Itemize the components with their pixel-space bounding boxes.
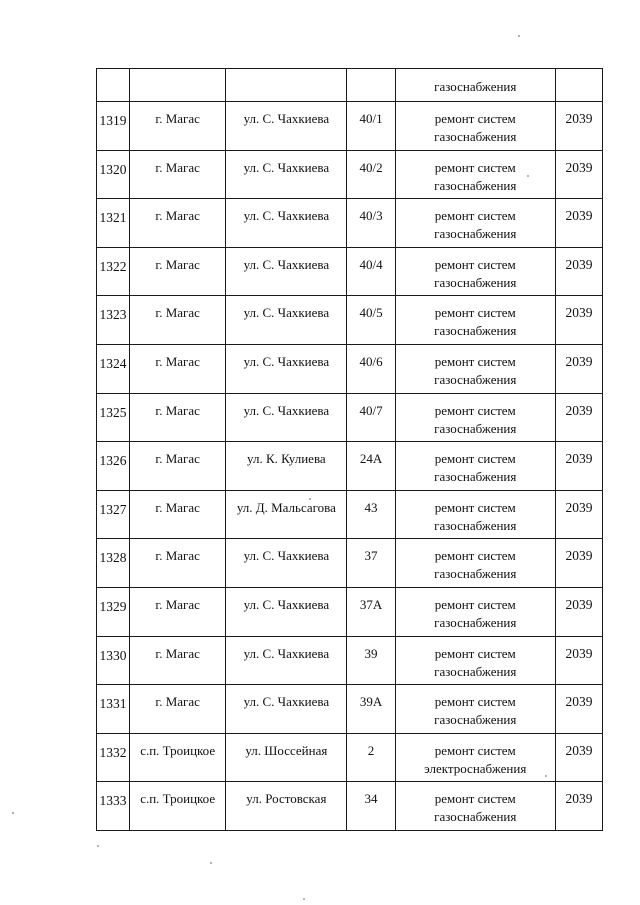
work-type-line: газоснабжения: [434, 177, 517, 193]
cell-house: 39: [347, 636, 395, 685]
cell-number: 1323: [97, 296, 130, 345]
work-type-line: ремонт систем: [434, 694, 516, 710]
cell-year: 2039: [555, 150, 602, 199]
table-row: [97, 442, 603, 491]
cell-year: 2039: [555, 782, 602, 831]
table-row: [97, 247, 603, 296]
table-row: [97, 782, 603, 831]
cell-year: 2039: [555, 393, 602, 442]
cell-settlement: г. Магас: [130, 150, 226, 199]
cell-work-type: [395, 296, 555, 345]
cell-street: ул. С. Чахкиева: [226, 247, 347, 296]
work-type-line: ремонт систем: [434, 548, 516, 564]
scan-speck: [12, 812, 14, 814]
table-row: [97, 102, 603, 151]
cell-settlement: г. Магас: [130, 587, 226, 636]
work-type-line: ремонт систем: [434, 742, 516, 758]
scan-speck: [518, 35, 520, 37]
cell-year: 2039: [555, 344, 602, 393]
cell-number: 1319: [97, 102, 130, 151]
cell-number: 1320: [97, 150, 130, 199]
scan-speck: [309, 498, 311, 500]
table-row: [97, 199, 603, 248]
table-body: [97, 69, 603, 831]
cell-number: 1325: [97, 393, 130, 442]
work-type-line: газоснабжения: [434, 712, 517, 728]
cell-year: 2039: [555, 587, 602, 636]
cell-house: 40/3: [347, 199, 395, 248]
scan-speck: [545, 775, 547, 777]
cell-year: 2039: [555, 539, 602, 588]
cell-house: 43: [347, 490, 395, 539]
work-type-line: ремонт систем: [434, 451, 516, 467]
cell-settlement: г. Магас: [130, 393, 226, 442]
cell-year: 2039: [555, 199, 602, 248]
cell-street: [226, 69, 347, 102]
scan-speck: [527, 175, 529, 177]
work-type-line: газоснабжения: [434, 566, 517, 582]
cell-work-type: [395, 393, 555, 442]
cell-settlement: г. Магас: [130, 685, 226, 734]
cell-work-type: [395, 344, 555, 393]
cell-year: 2039: [555, 442, 602, 491]
cell-work-type: [395, 247, 555, 296]
cell-street: ул. С. Чахкиева: [226, 344, 347, 393]
work-type-line: ремонт систем: [434, 208, 516, 224]
cell-number: 1324: [97, 344, 130, 393]
work-type-line: газоснабжения: [434, 323, 517, 339]
cell-number: 1331: [97, 685, 130, 734]
cell-number: 1321: [97, 199, 130, 248]
cell-work-type: [395, 733, 555, 782]
work-type-line: газоснабжения: [434, 274, 517, 290]
cell-house: 37: [347, 539, 395, 588]
table-row-continuation: [97, 69, 603, 102]
cell-settlement: г. Магас: [130, 247, 226, 296]
work-type-line: газоснабжения: [434, 663, 517, 679]
work-type-line: ремонт систем: [434, 256, 516, 272]
work-type-line: газоснабжения: [434, 79, 517, 94]
cell-settlement: [130, 69, 226, 102]
cell-year: 2039: [555, 490, 602, 539]
cell-number: 1332: [97, 733, 130, 782]
cell-house: 39А: [347, 685, 395, 734]
work-type-line: газоснабжения: [434, 129, 517, 144]
cell-house: 37А: [347, 587, 395, 636]
table-row: [97, 296, 603, 345]
work-type-line: газоснабжения: [434, 420, 517, 436]
cell-work-type: [395, 69, 555, 102]
cell-house: [347, 69, 395, 102]
repair-registry-table: [96, 68, 603, 831]
work-type-line: газоснабжения: [434, 226, 517, 242]
work-type-line: ремонт систем: [434, 353, 516, 369]
cell-settlement: с.п. Троицкое: [130, 782, 226, 831]
cell-number: 1333: [97, 782, 130, 831]
cell-settlement: с.п. Троицкое: [130, 733, 226, 782]
cell-settlement: г. Магас: [130, 539, 226, 588]
cell-house: 40/2: [347, 150, 395, 199]
cell-street: ул. С. Чахкиева: [226, 587, 347, 636]
cell-work-type: [395, 490, 555, 539]
cell-work-type: [395, 150, 555, 199]
cell-year: 2039: [555, 636, 602, 685]
cell-year: 2039: [555, 733, 602, 782]
table-row: [97, 685, 603, 734]
cell-house: 2: [347, 733, 395, 782]
work-type-line: электроснабжения: [424, 760, 527, 776]
cell-house: 40/7: [347, 393, 395, 442]
cell-street: ул. С. Чахкиева: [226, 393, 347, 442]
cell-number: 1330: [97, 636, 130, 685]
work-type-line: ремонт систем: [434, 402, 516, 418]
scan-speck: [210, 862, 212, 864]
table-row: [97, 587, 603, 636]
work-type-line: газоснабжения: [434, 371, 517, 387]
table-row: [97, 539, 603, 588]
cell-house: 34: [347, 782, 395, 831]
work-type-line: ремонт систем: [434, 596, 516, 612]
cell-work-type: [395, 102, 555, 151]
table-row: [97, 344, 603, 393]
cell-number: 1328: [97, 539, 130, 588]
cell-year: 2039: [555, 685, 602, 734]
cell-year: 2039: [555, 102, 602, 151]
cell-street: ул. К. Кулиева: [226, 442, 347, 491]
cell-street: ул. С. Чахкиева: [226, 636, 347, 685]
cell-house: 40/5: [347, 296, 395, 345]
table-row: [97, 636, 603, 685]
cell-street: ул. С. Чахкиева: [226, 199, 347, 248]
cell-work-type: [395, 442, 555, 491]
work-type-line: ремонт систем: [434, 645, 516, 661]
cell-year: [555, 69, 602, 102]
cell-house: 40/6: [347, 344, 395, 393]
cell-street: ул. Шоссейная: [226, 733, 347, 782]
cell-house: 40/1: [347, 102, 395, 151]
cell-work-type: [395, 782, 555, 831]
table-row: [97, 733, 603, 782]
cell-house: 40/4: [347, 247, 395, 296]
cell-street: ул. С. Чахкиева: [226, 685, 347, 734]
work-type-line: ремонт систем: [434, 111, 516, 126]
cell-street: ул. С. Чахкиева: [226, 150, 347, 199]
cell-house: 24А: [347, 442, 395, 491]
cell-street: ул. С. Чахкиева: [226, 296, 347, 345]
cell-work-type: [395, 587, 555, 636]
cell-street: ул. С. Чахкиева: [226, 102, 347, 151]
cell-work-type: [395, 199, 555, 248]
table-row: [97, 490, 603, 539]
cell-work-type: [395, 636, 555, 685]
cell-number: 1327: [97, 490, 130, 539]
scan-speck: [97, 845, 99, 847]
cell-street: ул. Ростовская: [226, 782, 347, 831]
cell-work-type: [395, 685, 555, 734]
work-type-line: ремонт систем: [434, 305, 516, 321]
cell-settlement: г. Магас: [130, 490, 226, 539]
cell-settlement: г. Магас: [130, 636, 226, 685]
cell-number: 1322: [97, 247, 130, 296]
scan-speck: [303, 898, 305, 900]
cell-settlement: г. Магас: [130, 199, 226, 248]
work-type-line: ремонт систем: [434, 791, 516, 807]
cell-settlement: г. Магас: [130, 296, 226, 345]
cell-street: ул. Д. Мальсагова: [226, 490, 347, 539]
cell-street: ул. С. Чахкиева: [226, 539, 347, 588]
work-type-line: газоснабжения: [434, 517, 517, 533]
cell-settlement: г. Магас: [130, 102, 226, 151]
work-type-line: газоснабжения: [434, 614, 517, 630]
cell-number: [97, 69, 130, 102]
work-type-line: газоснабжения: [434, 469, 517, 485]
work-type-line: ремонт систем: [434, 499, 516, 515]
table-row: [97, 393, 603, 442]
cell-work-type: [395, 539, 555, 588]
work-type-line: газоснабжения: [434, 809, 517, 825]
cell-settlement: г. Магас: [130, 344, 226, 393]
work-type-line: ремонт систем: [434, 159, 516, 175]
cell-year: 2039: [555, 247, 602, 296]
cell-number: 1329: [97, 587, 130, 636]
cell-year: 2039: [555, 296, 602, 345]
cell-number: 1326: [97, 442, 130, 491]
cell-settlement: г. Магас: [130, 442, 226, 491]
